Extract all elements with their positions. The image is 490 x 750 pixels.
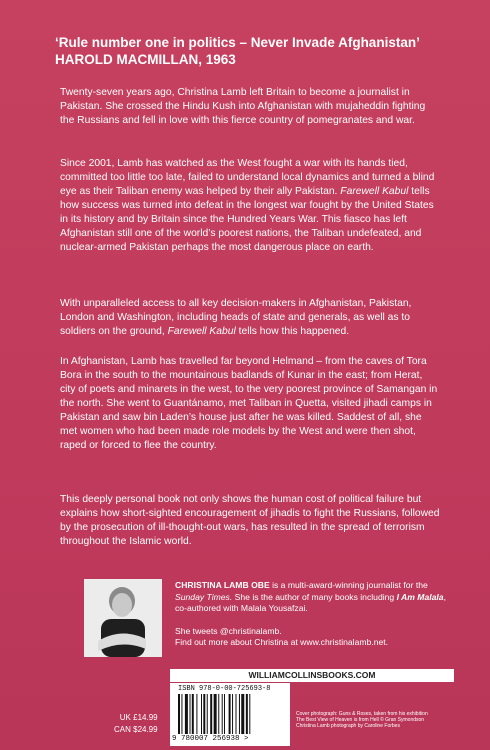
isbn-label: ISBN 978-0-00-725693-8 — [178, 685, 271, 693]
blurb-paragraph-1: Twenty-seven years ago, Christina Lamb left Britain to become a journalist in Pakistan. She crossed the Hindu Kush into Afghanistan with mujaheddin fighting the Russians and fell in love with this fierce country of pomegranates and war. — [60, 87, 426, 126]
blurb-paragraph-4: In Afghanistan, Lamb has travelled far beyond Helmand – from the caves of Tora Bora in the south to the mountainous badlands of Kunar in the east; from Herat, city of poets and minarets in the west, to the very poorest province of Samangan in the north. She went to Guantánamo, met Taliban in Quetta, visited jihadi camps in Pakistan and saw bin Laden’s house just after he was killed. Saddest of all, she met women who had been made role models by the West and were then shot, raped or forced to flee the country. — [60, 356, 438, 451]
barcode-stripe — [249, 694, 250, 734]
bio-part-3: , co-authored with Malala Yousafzai. — [175, 591, 446, 613]
book-title-italic: Farewell Kabul — [340, 186, 409, 197]
barcode-stripe — [236, 694, 237, 734]
barcode-stripe — [203, 694, 205, 734]
credit-line-1: Cover photograph: Guns & Roses, taken from his exhibition — [296, 711, 428, 717]
blurb-paragraph-3 — [60, 297, 440, 339]
barcode-bars — [178, 694, 282, 734]
p2-text-b: tells how success was turned into defeat in the longest war fought by the United States in its history and by Britain since the Hundred Years War. This fiasco has left Afghanistan still one of the world’s poorest nations, the Taliban undefeated, and nuclear-armed Pakistan perhaps the most dangerous place on earth. — [60, 186, 434, 253]
book-title: I Am Malala — [396, 591, 444, 602]
barcode-stripe — [190, 694, 191, 734]
barcode-stripe — [185, 694, 188, 734]
author-bio — [175, 580, 455, 649]
newspaper-title: Sunday Times. — [175, 591, 233, 602]
price-block — [114, 712, 158, 736]
author-website: Find out more about Christina at www.christinalamb.net. — [175, 637, 389, 647]
publisher-url: WILLIAMCOLLINSBOOKS.COM — [170, 669, 454, 682]
barcode-stripe — [222, 694, 223, 734]
blurb-paragraph-5: This deeply personal book not only shows the human cost of political failure but explains how short-sighted encouragement of jihadis to fight the Russians, followed by the prosecution of ill-thought-out wars, has resulted in the spread of terrorism throughout the Islamic world. — [60, 494, 440, 547]
barcode-stripe — [207, 694, 208, 734]
p3-text-b: tells how this happened. — [238, 326, 350, 337]
price-uk: UK £14.99 — [119, 713, 158, 722]
photo-credits — [296, 711, 476, 730]
credit-line-2: The Best View of Heaven is from Hell © Gran Symondson — [296, 717, 425, 724]
epigraph-attribution: HAROLD MACMILLAN, 1963 — [55, 52, 236, 67]
bio-text — [175, 580, 455, 615]
barcode-stripe — [239, 694, 240, 734]
author-twitter: She tweets @christinalamb. — [175, 625, 282, 636]
barcode-stripe — [246, 694, 248, 734]
barcode-number: 9 780007 256938 > — [172, 735, 249, 743]
book-title-italic: Farewell Kabul — [167, 326, 236, 337]
barcode-stripe — [241, 694, 244, 734]
p3-text-a: With unparalleled access to all key decision-makers in Afghanistan, Pakistan, London and Washington, including heads of state and generals, as well as to soldiers on the ground, — [60, 298, 412, 337]
price-can: CAN $24.99 — [114, 725, 158, 734]
barcode-stripe — [196, 694, 197, 734]
barcode-stripe — [214, 694, 217, 734]
barcode-stripe — [201, 694, 202, 734]
epigraph-quote: ‘Rule number one in politics – Never Invade Afghanistan’ — [55, 35, 420, 50]
barcode-stripe — [181, 694, 182, 734]
barcode-stripe — [224, 694, 225, 734]
credit-line-3: Christina Lamb photograph by Caroline Forbes — [296, 723, 400, 730]
barcode-stripe — [229, 694, 231, 734]
bio-part-1: is a multi-award-winning journalist for the — [272, 580, 428, 590]
barcode-stripe — [218, 694, 219, 734]
author-name: CHRISTINA LAMB OBE — [175, 580, 270, 590]
bio-part-2: She is the author of many books including — [234, 591, 395, 602]
barcode-stripe — [192, 694, 194, 734]
barcode — [170, 683, 290, 746]
barcode-stripe — [210, 694, 212, 734]
blurb-paragraph-2 — [60, 157, 440, 255]
p2-text-a: Since 2001, Lamb has watched as the West fought a war with its hands tied, committed too little too late, failed to understand local dynamics and turned a blind eye as their Taliban enemy was helped by their ally Pakistan. — [60, 158, 435, 197]
barcode-stripe — [178, 694, 180, 734]
author-photo — [84, 579, 162, 657]
barcode-stripe — [232, 694, 233, 734]
